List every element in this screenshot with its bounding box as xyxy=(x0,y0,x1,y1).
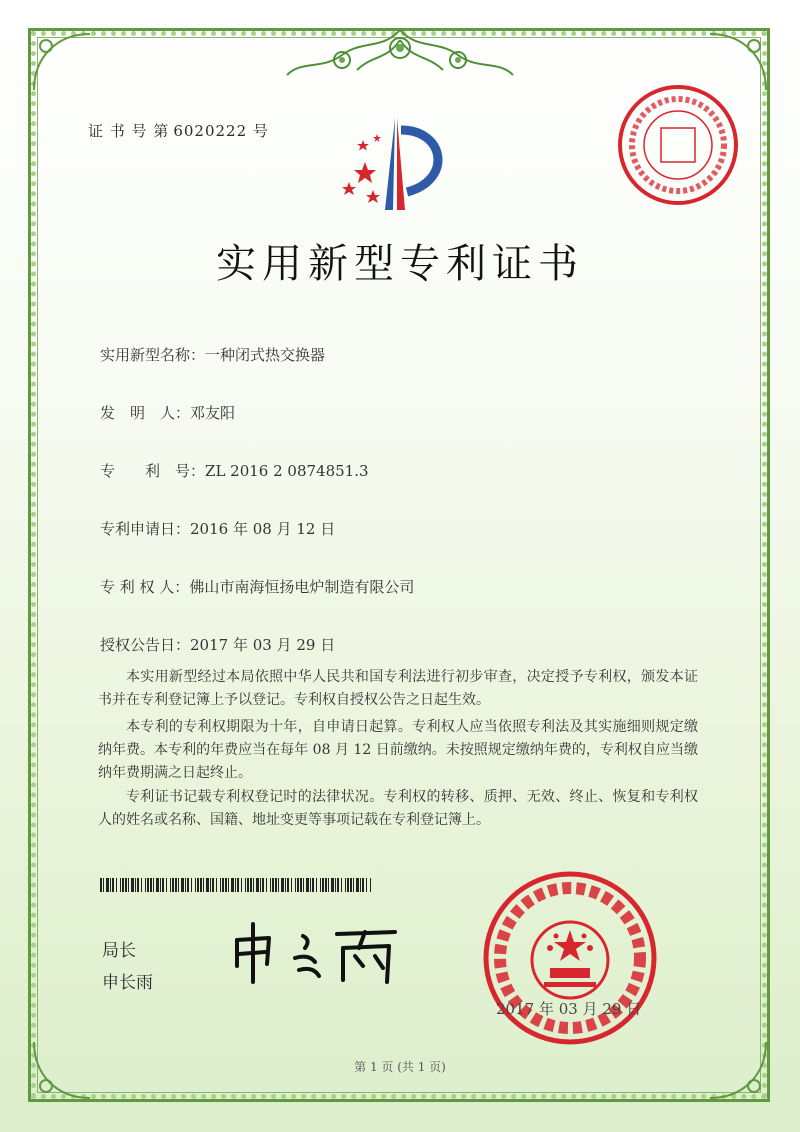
inventor-value: 邓友阳 xyxy=(190,404,236,422)
utility-model-name-row xyxy=(100,344,325,365)
issue-date: 2017 年 03 月 29 日 xyxy=(496,1000,642,1018)
patent-number-row xyxy=(100,460,369,481)
certificate-number-label: 证 书 号 第 xyxy=(88,122,170,140)
patent-office-logo-icon xyxy=(335,110,465,220)
inventor-label: 发 明 人： xyxy=(100,404,191,422)
application-date-label: 专利申请日： xyxy=(100,520,191,538)
body-paragraph-1: 本实用新型经过本局依照中华人民共和国专利法进行初步审查，决定授予专利权，颁发本证书并在专利登记簿上予以登记。专利权自授权公告之日起生效。 xyxy=(98,669,698,708)
certificate-title: 实用新型专利证书 xyxy=(216,241,584,287)
inventor-row xyxy=(100,402,235,423)
director-title: 局长 xyxy=(102,941,136,961)
utility-model-name-value: 一种闭式热交换器 xyxy=(205,346,326,364)
grant-date-label: 授权公告日： xyxy=(100,636,191,654)
top-ornament-icon xyxy=(282,20,518,90)
patentee-row xyxy=(100,576,414,597)
patent-number-value: ZL 2016 2 0874851.3 xyxy=(205,462,369,480)
grant-date-value: 2017 年 03 月 29 日 xyxy=(190,636,336,654)
corner-ornament-icon xyxy=(32,32,92,92)
patent-number-label: 专 利 号： xyxy=(100,462,206,480)
body-paragraph-3: 专利证书记载专利权登记时的法律状况。专利权的转移、质押、无效、终止、恢复和专利权人的姓名或名称、国籍、地址变更等事项记载在专利登记簿上。 xyxy=(98,789,698,828)
national-ip-office-seal-icon xyxy=(480,868,660,1048)
application-date-row xyxy=(100,518,335,539)
utility-model-name-label: 实用新型名称： xyxy=(100,346,206,364)
patentee-value: 佛山市南海恒扬电炉制造有限公司 xyxy=(189,578,415,596)
tax-stamp-seal-icon xyxy=(613,80,743,210)
certificate-number-suffix: 号 xyxy=(247,122,269,140)
certificate-number-value: 6020222 xyxy=(173,122,248,140)
barcode-icon xyxy=(100,878,372,892)
grant-date-row xyxy=(100,634,335,655)
page-number: 第 1 页 (共 1 页) xyxy=(354,1060,446,1074)
application-date-value: 2016 年 08 月 12 日 xyxy=(190,520,336,538)
certificate-number xyxy=(88,120,269,141)
patentee-label: 专 利 权 人： xyxy=(100,578,190,596)
director-signature-icon xyxy=(225,918,415,988)
director-name: 申长雨 xyxy=(102,973,153,993)
body-paragraph-2: 本专利的专利权期限为十年，自申请日起算。专利权人应当依照专利法及其实施细则规定缴纳年费。本专利的年费应当在每年 08 月 12 日前缴纳。未按照规定缴纳年费的，专利权自应当缴纳年费期满之日起终止。 xyxy=(98,719,698,781)
